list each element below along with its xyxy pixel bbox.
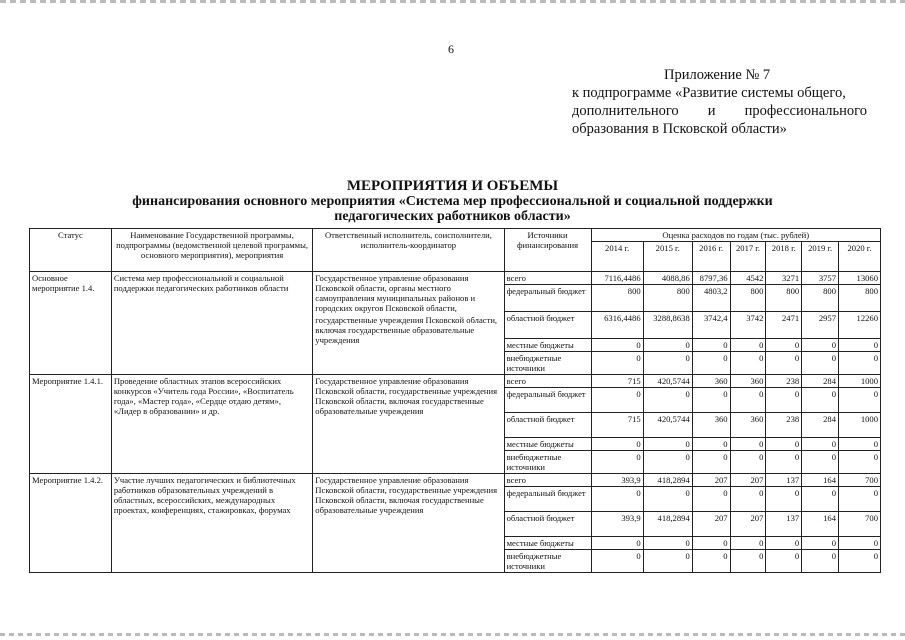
value-cell: 284 (802, 375, 839, 388)
value-cell: 238 (766, 413, 802, 438)
source-cell: областной бюджет (504, 413, 591, 438)
value-cell: 800 (730, 285, 766, 312)
responsible-text: государственные учреждения Псковской области, включая государственные образовательные учреждения (315, 315, 498, 345)
value-cell: 3742,4 (692, 312, 730, 339)
annex-line-4: образования в Псковской области» (572, 121, 787, 137)
header-year: 2018 г. (766, 242, 802, 272)
scan-bottom-edge (0, 633, 905, 636)
source-cell: внебюджетные источники (504, 451, 591, 474)
status-cell: Основное мероприятие 1.4. (30, 272, 112, 375)
value-cell: 0 (839, 388, 881, 413)
value-cell: 360 (730, 375, 766, 388)
value-cell: 8797,36 (692, 272, 730, 285)
value-cell: 0 (802, 438, 839, 451)
value-cell: 0 (692, 537, 730, 550)
value-cell: 0 (643, 550, 692, 573)
source-cell: местные бюджеты (504, 537, 591, 550)
value-cell: 137 (766, 474, 802, 487)
value-cell: 418,2894 (643, 512, 692, 537)
value-cell: 284 (802, 413, 839, 438)
value-cell: 0 (766, 487, 802, 512)
value-cell: 0 (730, 438, 766, 451)
value-cell: 207 (730, 512, 766, 537)
source-cell: всего (504, 375, 591, 388)
value-cell: 238 (766, 375, 802, 388)
responsible-cell (313, 272, 504, 375)
value-cell: 4542 (730, 272, 766, 285)
header-year: 2014 г. (591, 242, 643, 272)
source-cell: внебюджетные источники (504, 352, 591, 375)
value-cell: 0 (692, 550, 730, 573)
value-cell: 0 (591, 438, 643, 451)
value-cell: 0 (766, 537, 802, 550)
value-cell: 0 (766, 388, 802, 413)
value-cell: 2957 (802, 312, 839, 339)
source-cell: всего (504, 272, 591, 285)
header-year: 2016 г. (692, 242, 730, 272)
value-cell: 0 (730, 550, 766, 573)
value-cell: 700 (839, 512, 881, 537)
value-cell: 360 (730, 413, 766, 438)
value-cell: 0 (839, 550, 881, 573)
value-cell: 6316,4486 (591, 312, 643, 339)
source-cell: федеральный бюджет (504, 487, 591, 512)
scan-top-edge (0, 0, 905, 3)
document-subtitle-line-1: финансирования основного мероприятия «Система мер профессиональной и социальной поддержки (132, 194, 773, 209)
value-cell: 1000 (839, 413, 881, 438)
value-cell: 0 (591, 352, 643, 375)
value-cell: 0 (839, 537, 881, 550)
header-year: 2015 г. (643, 242, 692, 272)
value-cell: 0 (643, 451, 692, 474)
annex-line-3 (572, 102, 867, 120)
table-row (30, 272, 881, 285)
header-status: Статус (30, 229, 112, 272)
value-cell: 0 (730, 487, 766, 512)
value-cell: 0 (643, 352, 692, 375)
value-cell: 0 (766, 438, 802, 451)
value-cell: 0 (692, 438, 730, 451)
value-cell: 800 (839, 285, 881, 312)
value-cell: 0 (730, 451, 766, 474)
responsible-cell (313, 474, 504, 573)
value-cell: 715 (591, 413, 643, 438)
value-cell: 3742 (730, 312, 766, 339)
header-estimate: Оценка расходов по годам (тыс. рублей) (591, 229, 881, 242)
name-cell: Участие лучших педагогических и библиотечных работников образовательных учреждений в областных, всероссийских, международных проектах, конференциях, стажировках, форумах (111, 474, 312, 573)
value-cell: 420,5744 (643, 375, 692, 388)
value-cell: 0 (766, 352, 802, 375)
value-cell: 0 (692, 352, 730, 375)
value-cell: 0 (591, 339, 643, 352)
value-cell: 0 (839, 352, 881, 375)
value-cell: 360 (692, 375, 730, 388)
header-year: 2019 г. (802, 242, 839, 272)
value-cell: 0 (839, 339, 881, 352)
annex-line-2: к подпрограмме «Развитие системы общего, (572, 85, 846, 101)
value-cell: 0 (839, 438, 881, 451)
value-cell: 207 (692, 512, 730, 537)
value-cell: 0 (591, 388, 643, 413)
value-cell: 164 (802, 474, 839, 487)
value-cell: 4803,2 (692, 285, 730, 312)
value-cell: 0 (643, 537, 692, 550)
annex-word: дополнительного (572, 103, 679, 119)
value-cell: 0 (766, 339, 802, 352)
name-cell: Проведение областных этапов всероссийских конкурсов «Учитель года России», «Воспитатель года», «Мастер года», «Сердце отдаю детям», «Лидер в образовании» и др. (111, 375, 312, 474)
value-cell: 0 (643, 388, 692, 413)
responsible-text: Государственное управление образования Псковской области, государственные учреждения Псковской области, включая государственные образовательные учреждения (315, 475, 498, 515)
source-cell: местные бюджеты (504, 438, 591, 451)
value-cell: 207 (730, 474, 766, 487)
value-cell: 0 (730, 537, 766, 550)
value-cell: 0 (591, 550, 643, 573)
status-cell: Мероприятие 1.4.2. (30, 474, 112, 573)
annex-word: профессионального (744, 103, 867, 119)
value-cell: 0 (766, 451, 802, 474)
value-cell: 420,5744 (643, 413, 692, 438)
value-cell: 700 (839, 474, 881, 487)
value-cell: 0 (802, 537, 839, 550)
value-cell: 164 (802, 512, 839, 537)
header-year: 2017 г. (730, 242, 766, 272)
value-cell: 0 (692, 487, 730, 512)
value-cell: 0 (730, 388, 766, 413)
status-cell: Мероприятие 1.4.1. (30, 375, 112, 474)
document-title: МЕРОПРИЯТИЯ И ОБЪЕМЫ (346, 178, 559, 194)
header-sources: Источники финансирования (504, 229, 591, 272)
responsible-text: Государственное управление образования Псковской области, органы местного самоуправления муниципальных районов и городских округов Псковской области, (315, 273, 476, 313)
value-cell: 0 (802, 352, 839, 375)
value-cell: 800 (591, 285, 643, 312)
table-row (30, 375, 881, 388)
value-cell: 800 (802, 285, 839, 312)
source-cell: местные бюджеты (504, 339, 591, 352)
value-cell: 3757 (802, 272, 839, 285)
header-responsible: Ответственный исполнитель, соисполнители, исполнитель-координатор (313, 229, 504, 272)
value-cell: 800 (643, 285, 692, 312)
table-body (30, 272, 881, 573)
value-cell: 715 (591, 375, 643, 388)
source-cell: областной бюджет (504, 312, 591, 339)
value-cell: 800 (766, 285, 802, 312)
source-cell: областной бюджет (504, 512, 591, 537)
value-cell: 137 (766, 512, 802, 537)
value-cell: 418,2894 (643, 474, 692, 487)
value-cell: 0 (692, 388, 730, 413)
value-cell: 0 (839, 487, 881, 512)
value-cell: 0 (802, 487, 839, 512)
value-cell: 0 (643, 487, 692, 512)
value-cell: 0 (802, 550, 839, 573)
page-number: 6 (448, 42, 454, 56)
value-cell: 12260 (839, 312, 881, 339)
value-cell: 0 (802, 451, 839, 474)
source-cell: внебюджетные источники (504, 550, 591, 573)
annex-line-1: Приложение № 7 (664, 67, 771, 83)
value-cell: 0 (839, 451, 881, 474)
value-cell: 0 (802, 339, 839, 352)
annex-block (572, 66, 867, 138)
value-cell: 3288,8638 (643, 312, 692, 339)
value-cell: 360 (692, 413, 730, 438)
value-cell: 13060 (839, 272, 881, 285)
name-cell: Система мер профессиональной и социальной поддержки педагогических работников области (111, 272, 312, 375)
document-subtitle-line-2: педагогических работников области» (334, 209, 571, 224)
table-row (30, 474, 881, 487)
value-cell: 207 (692, 474, 730, 487)
value-cell: 0 (591, 487, 643, 512)
financing-table (29, 228, 881, 573)
value-cell: 0 (643, 438, 692, 451)
value-cell: 0 (643, 339, 692, 352)
source-cell: федеральный бюджет (504, 285, 591, 312)
value-cell: 393,9 (591, 474, 643, 487)
value-cell: 0 (730, 352, 766, 375)
value-cell: 0 (730, 339, 766, 352)
value-cell: 0 (692, 451, 730, 474)
header-name: Наименование Государственной программы, подпрограммы (ведомственной целевой программы, основного мероприятия), мероприятия (111, 229, 312, 272)
value-cell: 0 (591, 537, 643, 550)
value-cell: 3271 (766, 272, 802, 285)
value-cell: 2471 (766, 312, 802, 339)
source-cell: всего (504, 474, 591, 487)
responsible-text: Государственное управление образования Псковской области, государственные учреждения Псковской области, включая государственные образовательные учреждения (315, 376, 498, 416)
value-cell: 4088,86 (643, 272, 692, 285)
value-cell: 7116,4486 (591, 272, 643, 285)
value-cell: 1000 (839, 375, 881, 388)
value-cell: 0 (766, 550, 802, 573)
source-cell: федеральный бюджет (504, 388, 591, 413)
value-cell: 0 (591, 451, 643, 474)
value-cell: 0 (802, 388, 839, 413)
value-cell: 0 (692, 339, 730, 352)
responsible-cell (313, 375, 504, 474)
value-cell: 393,9 (591, 512, 643, 537)
header-year: 2020 г. (839, 242, 881, 272)
annex-word: и (707, 103, 716, 119)
